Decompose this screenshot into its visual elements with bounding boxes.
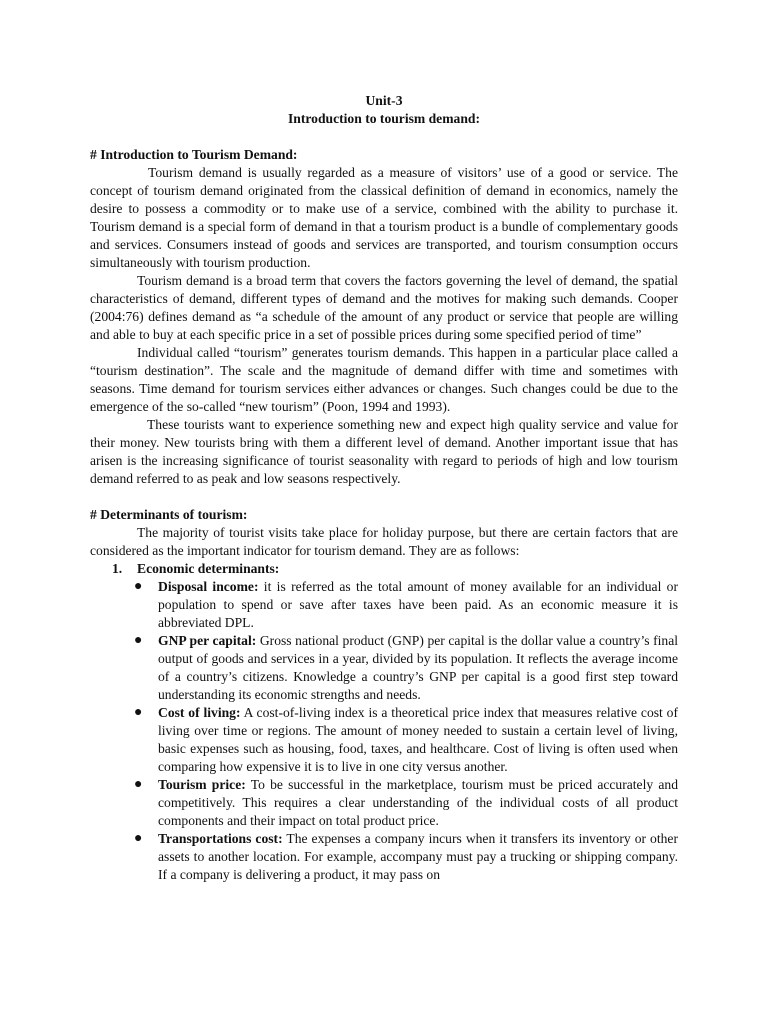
list-item	[90, 578, 678, 632]
bullet-term: Tourism price:	[158, 777, 246, 792]
spacer	[90, 128, 678, 146]
numbered-item-economic	[90, 560, 678, 578]
bullet-icon: ●	[134, 777, 143, 792]
list-title: Economic determinants:	[137, 561, 280, 576]
section-heading-determinants: # Determinants of tourism:	[90, 507, 248, 522]
bullet-text: Gross national product (GNP) per capital is the dollar value a country’s final output of goods and services in a year, divided by its population. It reflects the average income of a country’s citizens. Knowledge a country’s GNP per capital is a good first step toward understanding its economic strengths and needs.	[158, 633, 678, 702]
bullet-term: GNP per capital:	[158, 633, 257, 648]
list-item	[90, 830, 678, 884]
bullet-icon: ●	[134, 831, 143, 846]
bullet-term: Transportations cost:	[158, 831, 283, 846]
bullet-icon: ●	[134, 633, 143, 648]
intro-paragraph-2: Tourism demand is a broad term that covers the factors governing the level of demand, the spatial characteristics of demand, different types of demand and the motives for making such demands. Cooper (2004:76) defines demand as “a schedule of the amount of any product or service that people are willing and able to buy at each specific price in a set of possible prices during some specified period of time”	[90, 273, 678, 342]
list-item	[90, 632, 678, 704]
bullet-text: A cost-of-living index is a theoretical price index that measures relative cost of living over time or regions. The amount of money needed to sustain a certain level of living, basic expenses such as housing, food, taxes, and healthcare. Cost of living is often used when comparing how expensive it is to live in one city versus another.	[158, 705, 679, 774]
intro-paragraph-1: Tourism demand is usually regarded as a measure of visitors’ use of a good or service. The concept of tourism demand originated from the classical definition of demand in economics, namely the desire to possess a commodity or to make use of a service, combined with the ability to purchase it. Tourism demand is a special form of demand in that a tourism product is a bundle of complementary goods and services. Consumers instead of goods and services are transported, and tourism consumption occurs simultaneously with tourism production.	[90, 165, 678, 270]
bullet-text: To be successful in the marketplace, tourism must be priced accurately and competitively. This requires a clear understanding of the individual costs of all product components and their impact on total product price.	[158, 777, 678, 828]
bullet-icon: ●	[134, 705, 143, 720]
list-number: 1.	[112, 561, 123, 576]
document-page	[90, 92, 678, 884]
bullet-text: it is referred as the total amount of money available for an individual or population to spend or save after taxes have been paid. As an economic measure it is abbreviated DPL.	[158, 579, 678, 630]
bullet-text: The expenses a company incurs when it transfers its inventory or other assets to another location. For example, accompany must pay a trucking or shipping company. If a company is delivering a product, it may pass on	[158, 831, 678, 882]
intro-paragraph-3: Individual called “tourism” generates tourism demands. This happen in a particular place called a “tourism destination”. The scale and the magnitude of demand differ with time and sometimes with seasons. Time demand for tourism services either advances or changes. Such changes could be due to the emergence of the so-called “new tourism” (Poon, 1994 and 1993).	[90, 345, 678, 414]
determinants-intro: The majority of tourist visits take place for holiday purpose, but there are certain factors that are considered as the important indicator for tourism demand. They are as follows:	[90, 525, 678, 558]
list-item	[90, 704, 678, 776]
intro-paragraph-4: These tourists want to experience something new and expect high quality service and value for their money. New tourists bring with them a different level of demand. Another important issue that has arisen is the increasing significance of tourist seasonality with regard to periods of high and low tourism demand referred to as peak and low seasons respectively.	[90, 417, 678, 486]
list-item	[90, 776, 678, 830]
bullet-icon: ●	[134, 579, 143, 594]
spacer	[90, 488, 678, 506]
document-title: Introduction to tourism demand:	[288, 111, 480, 126]
unit-label: Unit-3	[365, 93, 403, 108]
bullet-term: Disposal income:	[158, 579, 259, 594]
economic-determinants-list	[90, 578, 678, 884]
section-heading-introduction: # Introduction to Tourism Demand:	[90, 147, 298, 162]
bullet-term: Cost of living:	[158, 705, 241, 720]
numbered-list	[90, 560, 678, 578]
